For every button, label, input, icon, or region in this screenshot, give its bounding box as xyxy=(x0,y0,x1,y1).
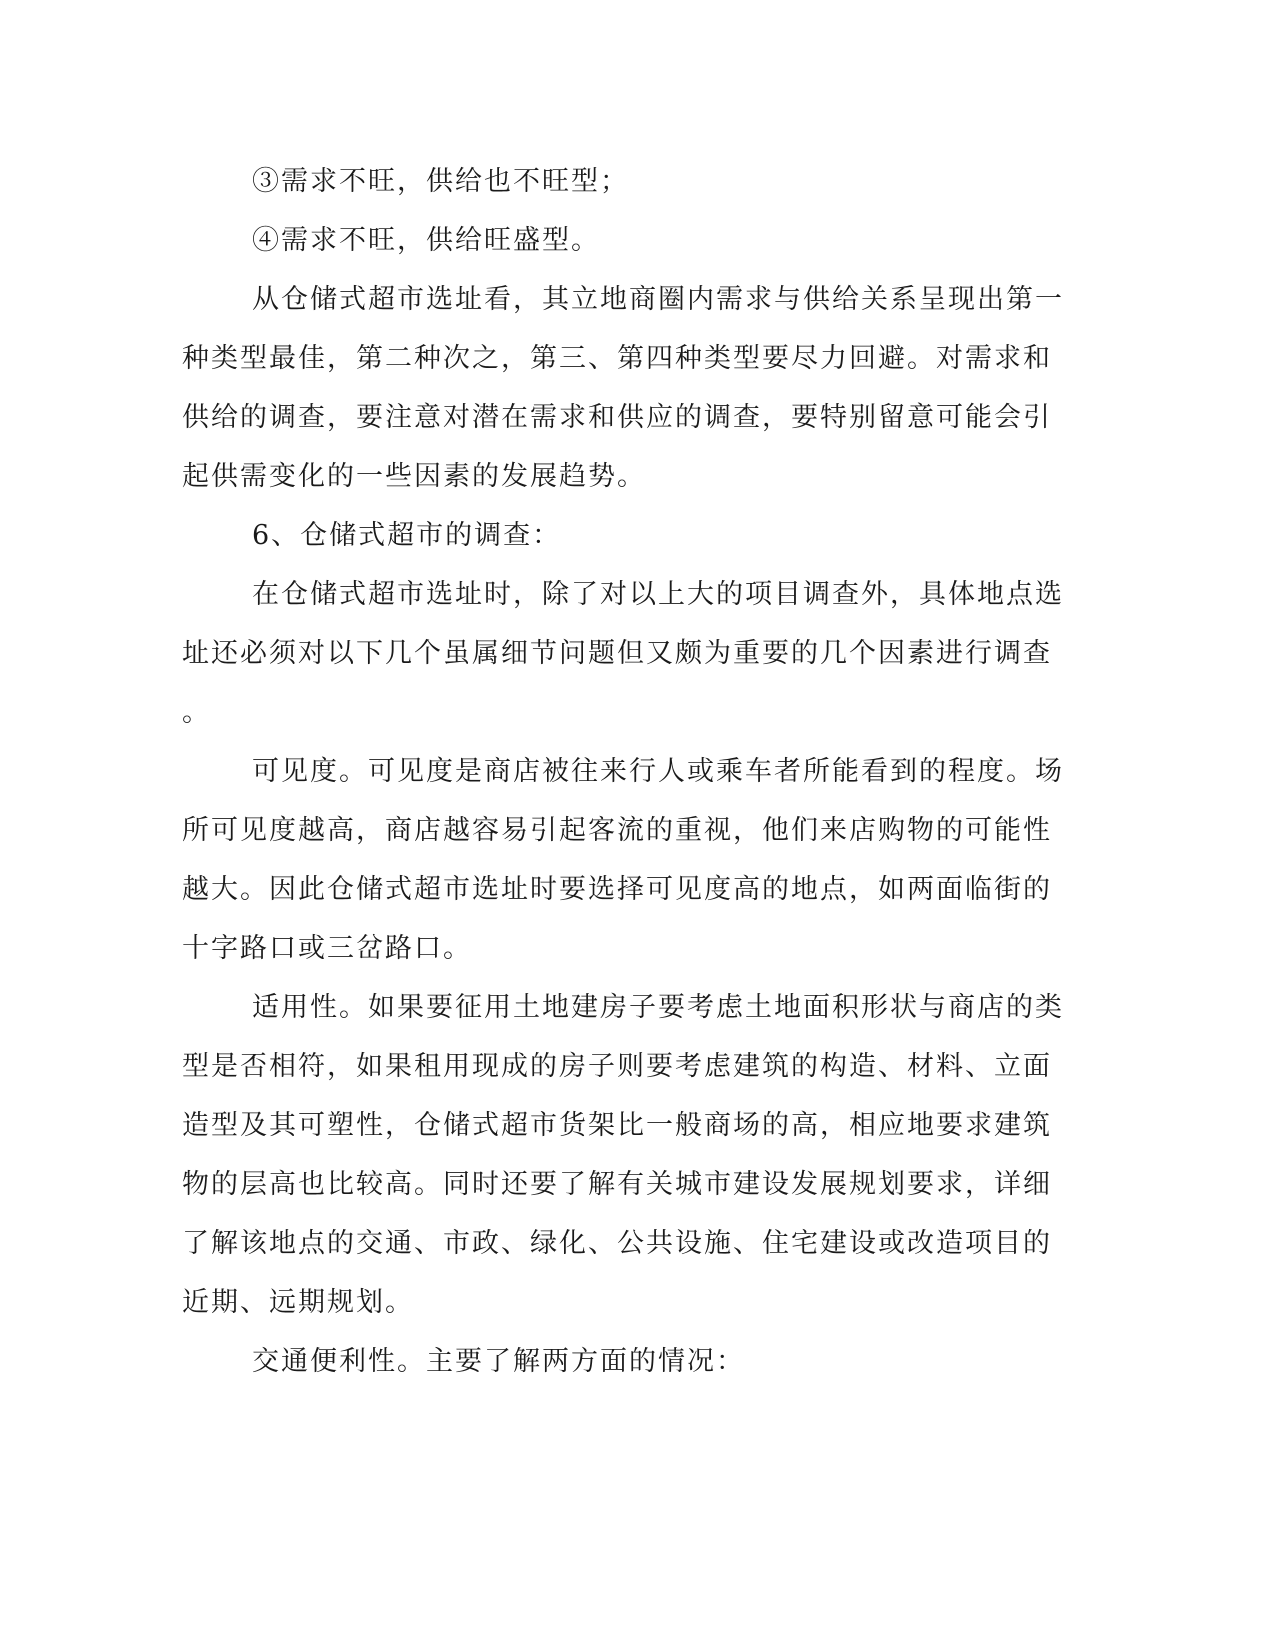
paragraph-line: 。 xyxy=(182,697,211,728)
paragraph-line: 从仓储式超市选址看，其立地商圈内需求与供给关系呈现出第一 xyxy=(252,284,1064,315)
paragraph-line: 交通便利性。主要了解两方面的情况： xyxy=(252,1346,745,1377)
paragraph-line: 近期、远期规划。 xyxy=(182,1287,414,1318)
paragraph-line: 造型及其可塑性，仓储式超市货架比一般商场的高，相应地要求建筑 xyxy=(182,1110,1052,1141)
list-item-4: ④需求不旺，供给旺盛型。 xyxy=(252,225,600,256)
paragraph-line: 可见度。可见度是商店被往来行人或乘车者所能看到的程度。场 xyxy=(252,756,1064,787)
paragraph-line: 在仓储式超市选址时，除了对以上大的项目调查外，具体地点选 xyxy=(252,579,1064,610)
paragraph-line: 越大。因此仓储式超市选址时要选择可见度高的地点，如两面临街的 xyxy=(182,874,1052,905)
paragraph-line: 起供需变化的一些因素的发展趋势。 xyxy=(182,461,646,492)
paragraph-line: 址还必须对以下几个虽属细节问题但又颇为重要的几个因素进行调查 xyxy=(182,638,1052,669)
paragraph-line: 物的层高也比较高。同时还要了解有关城市建设发展规划要求，详细 xyxy=(182,1169,1052,1200)
paragraph-line: 所可见度越高，商店越容易引起客流的重视，他们来店购物的可能性 xyxy=(182,815,1052,846)
list-item-3: ③需求不旺，供给也不旺型； xyxy=(252,166,629,197)
paragraph-line: 适用性。如果要征用土地建房子要考虑土地面积形状与商店的类 xyxy=(252,992,1064,1023)
paragraph-line: 种类型最佳，第二种次之，第三、第四种类型要尽力回避。对需求和 xyxy=(182,343,1052,374)
paragraph-line: 供给的调查，要注意对潜在需求和供应的调查，要特别留意可能会引 xyxy=(182,402,1052,433)
paragraph-line: 十字路口或三岔路口。 xyxy=(182,933,472,964)
document-body xyxy=(182,152,1062,1391)
paragraph-line: 了解该地点的交通、市政、绿化、公共设施、住宅建设或改造项目的 xyxy=(182,1228,1052,1259)
section-heading: 6、仓储式超市的调查： xyxy=(252,520,562,551)
paragraph-line: 型是否相符，如果租用现成的房子则要考虑建筑的构造、材料、立面 xyxy=(182,1051,1052,1082)
